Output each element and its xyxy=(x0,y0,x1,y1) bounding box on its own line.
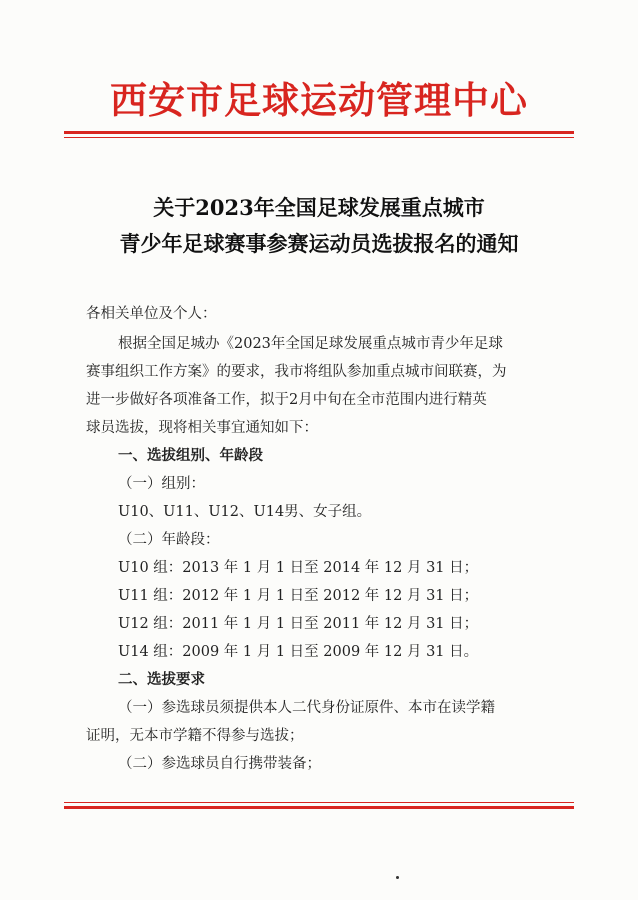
section1-heading: 一、选拔组别、年龄段 xyxy=(118,447,263,464)
section2-heading: 二、选拔要求 xyxy=(118,671,205,688)
section2-item1-line2: 证明，无本市学籍不得参与选拔； xyxy=(86,728,304,744)
org-letterhead: 西安市足球运动管理中心 xyxy=(110,78,528,122)
intro-line-2: 赛事组织工作方案》的要求，我市将组队参加重点城市间联赛，为 xyxy=(86,364,507,380)
intro-line-1: 根据全国足城办《2023年全国足球发展重点城市青少年足球 xyxy=(118,336,503,352)
section2-item2: （二）参选球员自行携带装备； xyxy=(118,756,321,772)
letterhead-rule-thin xyxy=(64,137,574,138)
intro-line-3: 进一步做好各项准备工作，拟于2月中旬在全市范围内进行精英 xyxy=(86,392,487,408)
section1-sub2-heading: （二）年龄段： xyxy=(118,532,220,548)
intro-line-4: 球员选拔，现将相关事宜通知如下： xyxy=(86,420,318,436)
salutation: 各相关单位及个人： xyxy=(86,306,217,322)
age-range-u11: U11 组：2012 年 1 月 1 日至 2012 年 12 月 31 日； xyxy=(118,588,479,604)
section1-sub1-heading: （一）组别： xyxy=(118,476,205,492)
age-range-u14: U14 组：2009 年 1 月 1 日至 2009 年 12 月 31 日。 xyxy=(118,644,479,660)
footer-rule-thick xyxy=(64,806,574,809)
document-title-line2: 青少年足球赛事参赛运动员选拔报名的通知 xyxy=(119,231,519,256)
letterhead-rule-thick xyxy=(64,131,574,134)
scan-speck xyxy=(396,876,399,879)
section2-item1-line1: （一）参选球员须提供本人二代身份证原件、本市在读学籍 xyxy=(118,700,495,716)
section1-sub1-text: U10、U11、U12、U14男、女子组。 xyxy=(118,504,372,520)
footer-rule-thin xyxy=(64,802,574,803)
document-title-line1: 关于2023年全国足球发展重点城市 xyxy=(153,195,485,220)
age-range-u10: U10 组：2013 年 1 月 1 日至 2014 年 12 月 31 日； xyxy=(118,560,479,576)
age-range-u12: U12 组：2011 年 1 月 1 日至 2011 年 12 月 31 日； xyxy=(118,616,479,632)
